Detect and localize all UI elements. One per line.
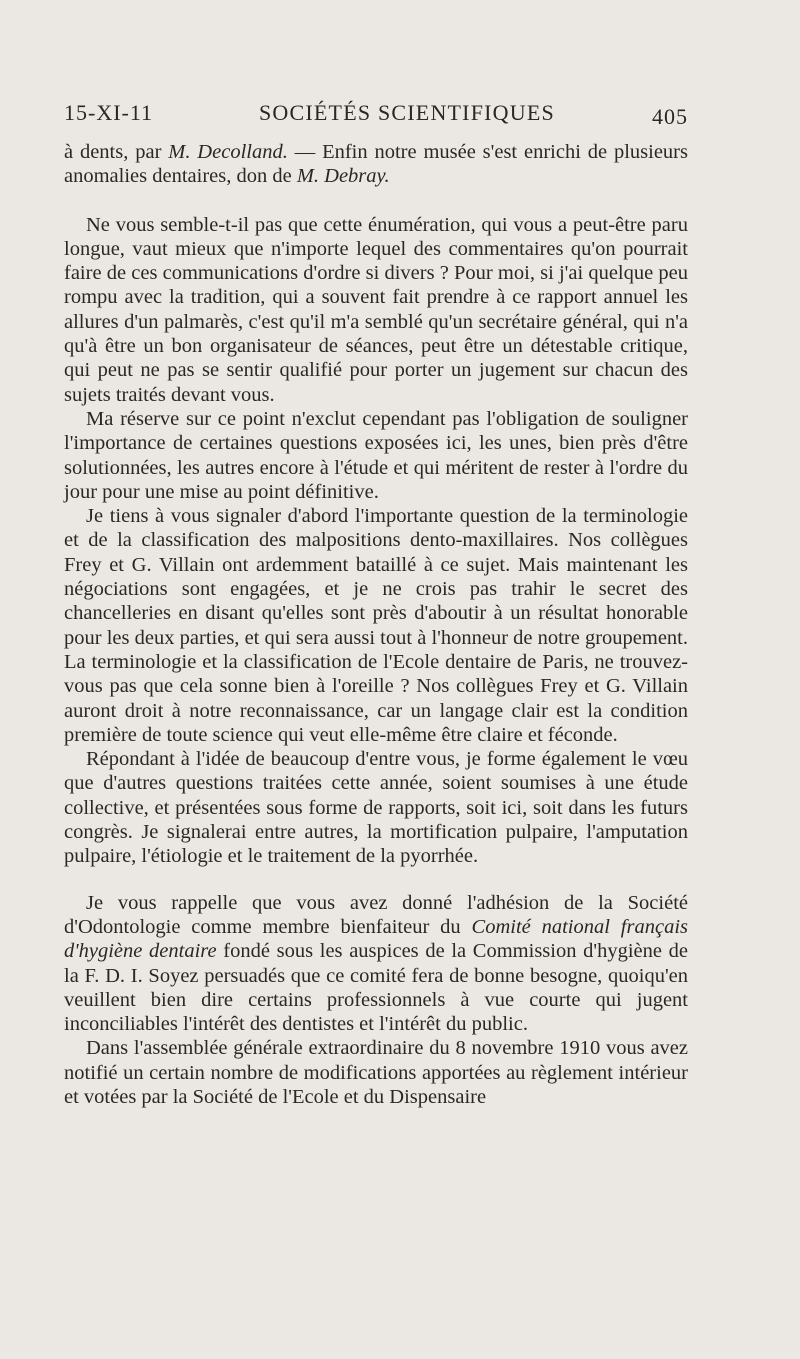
italic-run: M. Decolland. (168, 141, 288, 163)
text-run: à dents, par (64, 141, 169, 163)
text-run: Je vous rappelle que vous avez donné l'adhésion de la Société d'Odontologie comme membre bienfaiteur du (64, 891, 688, 938)
text-run: Répondant à l'idée de beaucoup d'entre vous, je forme également le vœu que d'autres questions traitées cette année, soient soumises à une étude collective, et présentées sous forme de rapports, soit ici, soit dans les futurs congrès. Je signalerai entre autres, la mortification pulpaire, l'amputation pulpaire, l'étiologie et le traitement de la pyorrhée. (64, 748, 688, 868)
header-date: 15-XI-11 (64, 100, 154, 125)
paragraph (64, 891, 688, 1037)
paragraph (64, 1036, 688, 1109)
paragraph (64, 407, 688, 504)
text-run: — Enfin notre musée s'est enrichi de plusieurs anomalies dentaires, don de (64, 141, 688, 188)
text-run: fondé sous les auspices de la Commission d'hygiène de la F. D. I. Soyez persuadés que ce comité fera de bonne besogne, quoiqu'en veuillent bien dire certains professionnels à vue courte qui jugent inconciliables l'intérêt des dentistes et l'intérêt du public. (64, 940, 688, 1036)
running-header (64, 100, 688, 132)
header-title: SOCIÉTÉS SCIENTIFIQUES (259, 100, 555, 125)
text-run: Ne vous semble-t-il pas que cette énumération, qui vous a peut-être paru longue, vaut mieux que n'importe lequel des commentaires qu'on pourrait faire de ces communications d'ordre si divers ? Pour moi, si j'ai quelque peu rompu avec la tradition, qui a souvent fait prendre à ce rapport annuel les allures d'un palmarès, c'est qu'il m'a semblé qu'un secrétaire général, qui n'a qu'à être un bon organisateur de séances, peut être un détestable critique, qui peut ne pas se sentir qualifié pour porter un jugement sur chacun des sujets traités devant vous. (64, 213, 688, 406)
page-number: 405 (652, 104, 688, 129)
paragraph (64, 504, 688, 747)
page-body (64, 140, 688, 1109)
paragraph (64, 140, 688, 189)
text-run: Ma réserve sur ce point n'exclut cependant pas l'obligation de souligner l'importance de certaines questions exposées ici, les unes, bien près d'être solutionnées, les autres encore à l'étude et qui méritent de rester à l'ordre du jour pour une mise au point définitive. (64, 407, 688, 503)
paragraph (64, 213, 688, 407)
italic-run: M. Debray. (296, 165, 390, 188)
text-run: Dans l'assemblée générale extraordinaire du 8 novembre 1910 vous avez notifié un certain nombre de modifications apportées au règlement intérieur et votées par la Société de l'Ecole et du Dispensaire (64, 1037, 688, 1108)
paragraph (64, 747, 688, 868)
text-run: Je tiens à vous signaler d'abord l'importante question de la terminologie et de la classification des malpositions dento-maxillaires. Nos collègues Frey et G. Villain ont ardemment bataillé à ce sujet. Mais maintenant les négociations sont engagées, et je ne crois pas trahir le secret des chancelleries en disant qu'elles sont près d'aboutir à un résultat honorable pour les deux parties, et qui sera aussi tout à l'honneur de notre groupement. La terminologie et la classification de l'Ecole dentaire de Paris, ne trouvez-vous pas que cela sonne bien à l'oreille ? Nos collègues Frey et G. Villain auront droit à notre reconnaissance, car un langage clair est la condition première de toute science qui veut elle-même être claire et féconde. (64, 505, 688, 746)
italic-run: Comité national français d'hygiène dentaire (64, 915, 688, 963)
